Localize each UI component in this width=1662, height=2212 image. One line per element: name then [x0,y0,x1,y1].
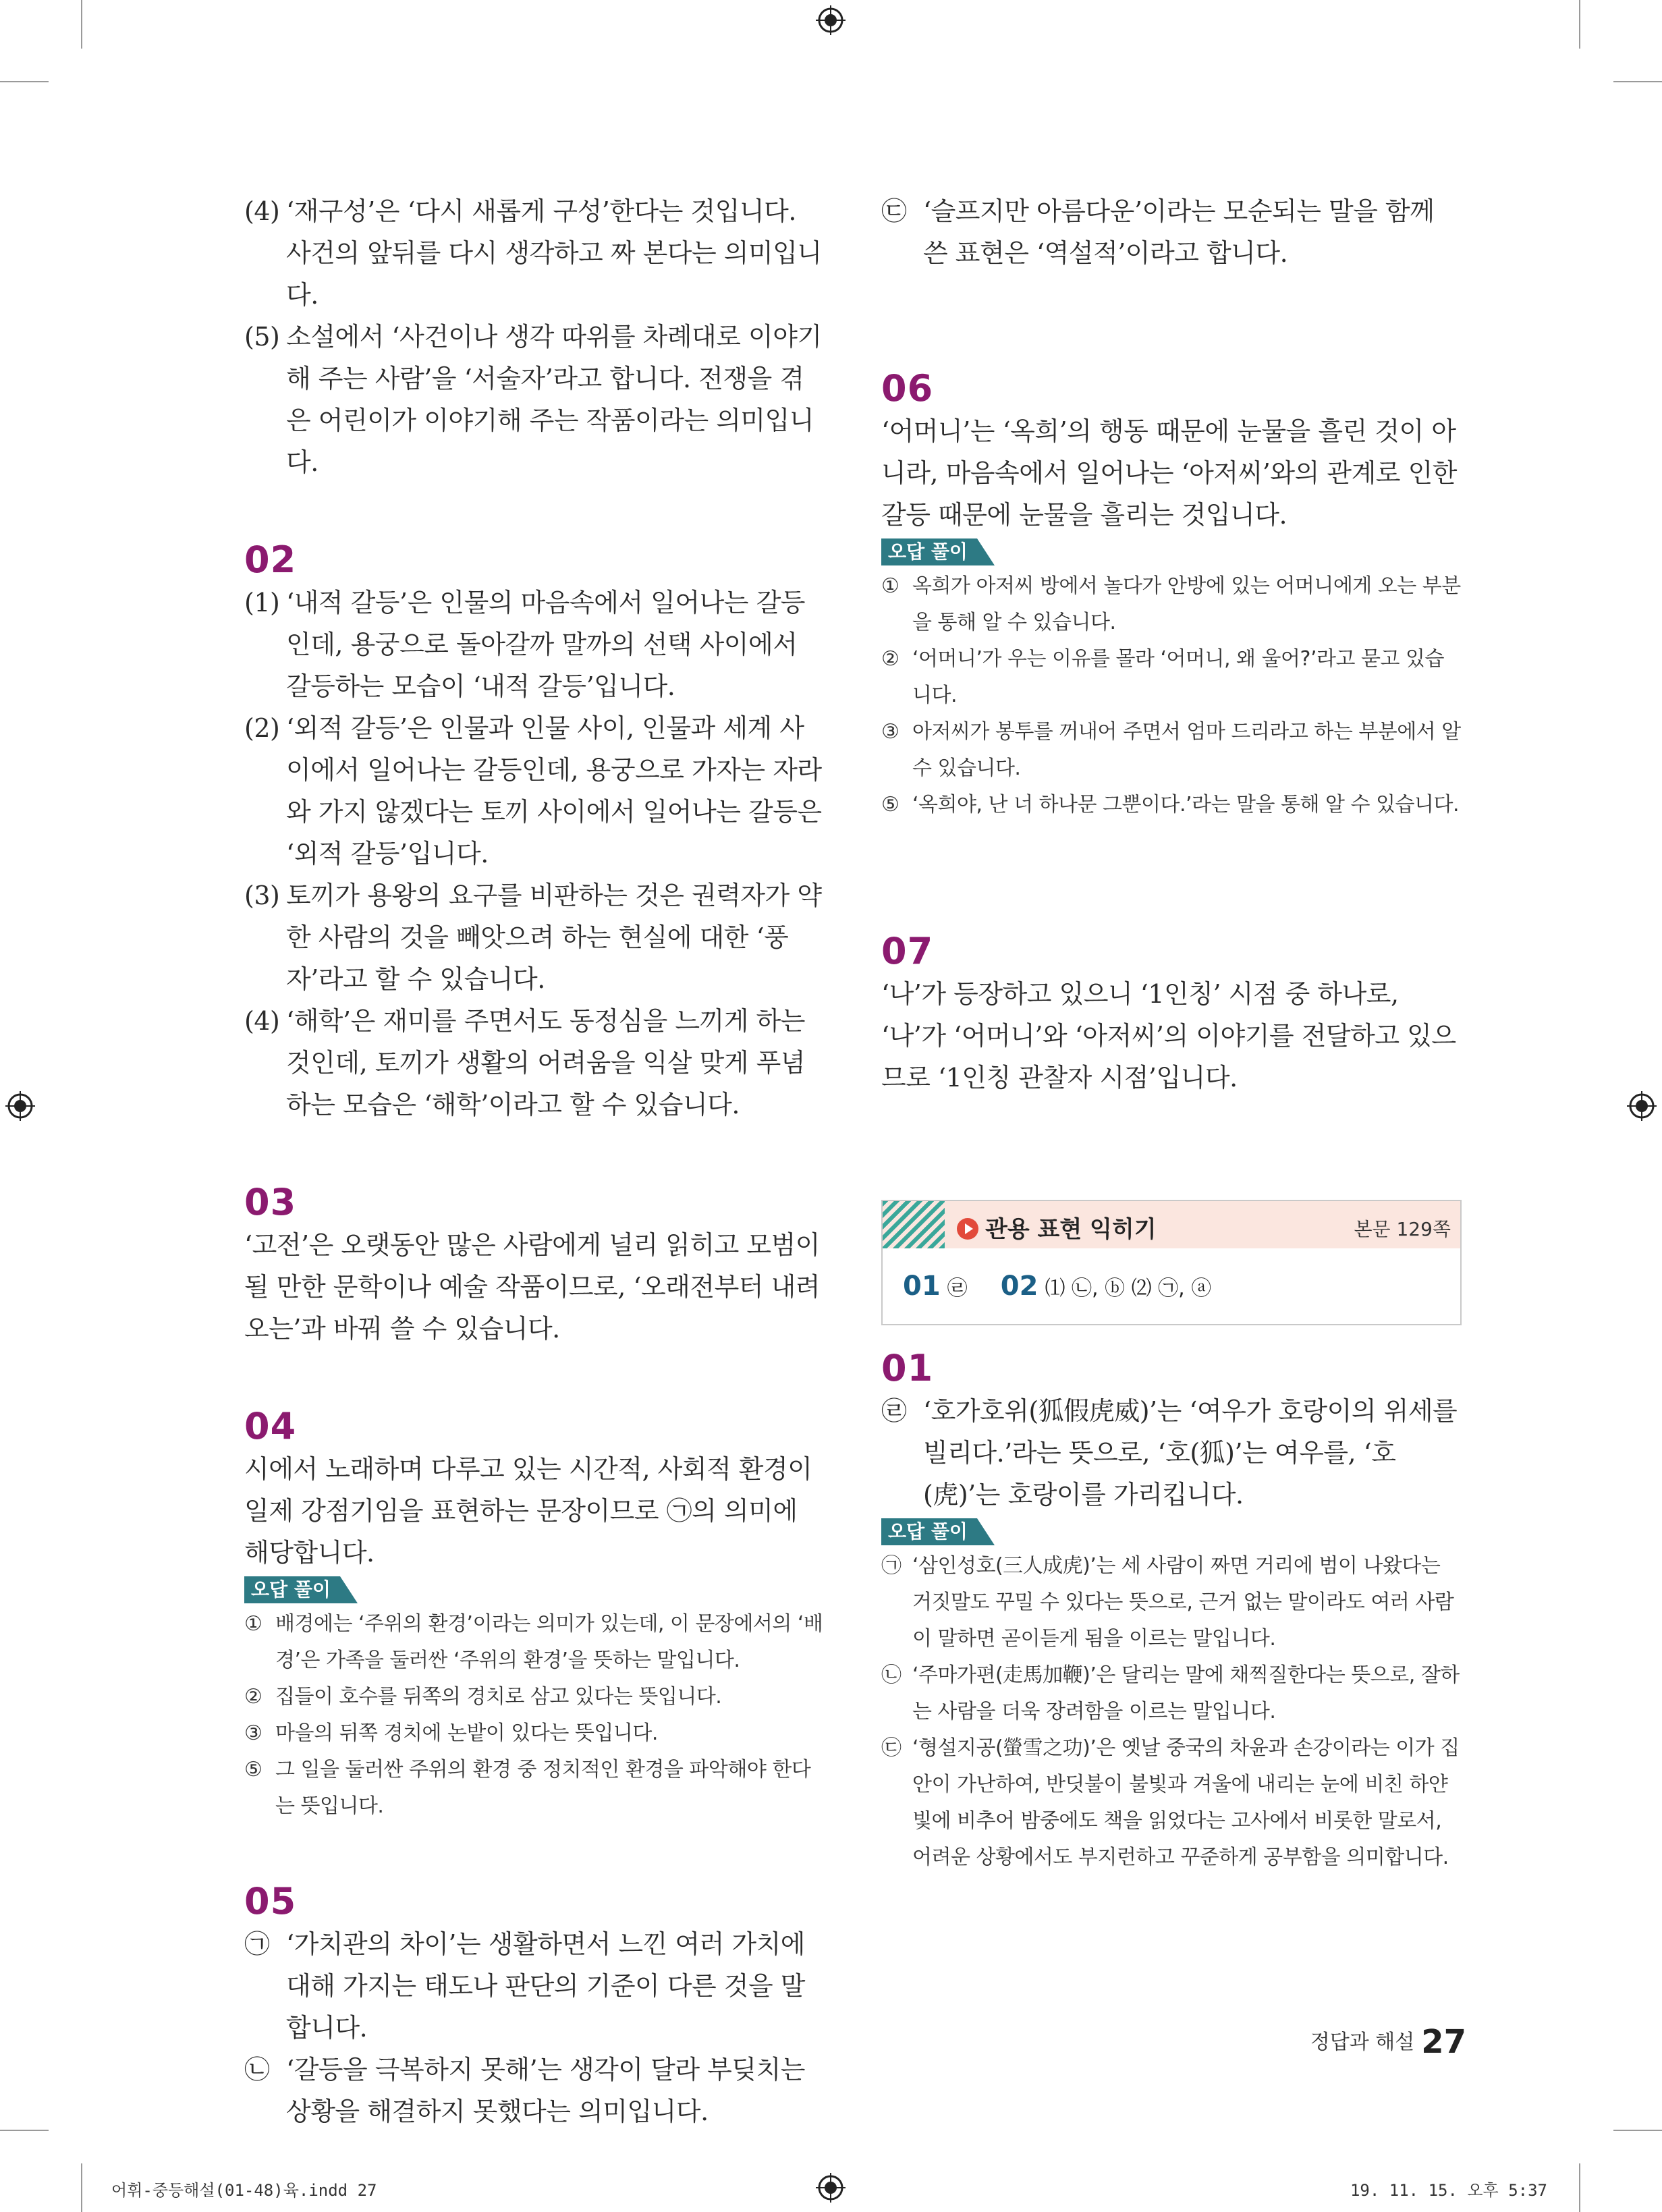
section-number: 07 [881,930,934,972]
stripe-decoration [883,1201,945,1248]
crop-mark [0,81,49,82]
section-number: 01 [881,1347,934,1389]
answer-item: (4) ‘해학’은 재미를 주면서도 동정심을 느끼게 하는 것인데, 토끼가 생활의 어려움을 익살 맞게 푸념하는 모습은 ‘해학’이라고 할 수 있습니다. [244,1006,806,1119]
section-06 [881,368,1462,823]
crop-mark [1579,0,1580,49]
explanation-item: ㉠ ‘삼인성호(三人成虎)’는 세 사람이 짜면 거리에 범이 나왔다는 거짓말도 꾸밀 수 있다는 뜻으로, 근거 없는 말이라도 여러 사람이 말하면 곧이듣게 됨을 이르는 말입니다. [881,1554,1454,1651]
answer-text: ‘어머니’는 ‘옥희’의 행동 때문에 눈물을 흘린 것이 아니라, 마음속에서 일어나는 ‘아저씨’와의 관계로 인한 갈등 때문에 눈물을 흘리는 것입니다. [881,416,1458,530]
explanation-item: ㉢ ‘형설지공(螢雪之功)’은 옛날 중국의 차윤과 손강이라는 이가 집안이 가난하여, 반딧불이 불빛과 겨울에 내리는 눈에 비친 하얀 빛에 비추어 밤중에도 책을 읽었다는 고사에서 비롯한 말로서, 어려운 상황에서도 부지런하고 꾸준하게 공부함을 의미합니다. [881,1736,1460,1869]
wrong-answer-badge: 오답 풀이 [881,1518,977,1545]
registration-mark-icon [1627,1091,1657,1121]
answer-item: ㉠ ‘가치관의 차이’는 생활하면서 느낀 여러 가치에 대해 가지는 태도나 판단의 기준이 다른 것을 말합니다. [244,1929,806,2043]
section-number: 04 [244,1405,297,1447]
idiom-practice-header [883,1201,1460,1248]
explanation-item: ⑤ ‘옥희야, 난 너 하나문 그뿐이다.’라는 말을 통해 알 수 있습니다. [881,793,1460,817]
textbook-page-ref: 본문 129쪽 [1354,1218,1451,1240]
explanation-item: ③ 마을의 뒤쪽 경치에 논밭이 있다는 뜻입니다. [244,1721,658,1745]
wrong-answer-badge: 오답 풀이 [244,1576,340,1603]
answer-number: 02 [1000,1271,1038,1302]
answer-text: ‘고전’은 오랫동안 많은 사람에게 널리 읽히고 모범이 될 만한 문학이나 예술 작품이므로, ‘오래전부터 내려오는’과 바꿔 쓸 수 있습니다. [244,1230,821,1344]
answer-item: (2) ‘외적 갈등’은 인물과 인물 사이, 인물과 세계 사이에서 일어나는 갈등인데, 용궁으로 가자는 자라와 가지 않겠다는 토끼 사이에서 일어나는 갈등은 ‘외적 갈등’입니다. [244,713,822,868]
wrong-answer-badge: 오답 풀이 [881,538,977,565]
answer-item: (1) ‘내적 갈등’은 인물의 마음속에서 일어나는 갈등인데, 용궁으로 돌아갈까 말까의 선택 사이에서 갈등하는 모습이 ‘내적 갈등’입니다. [244,588,806,701]
section-05 [244,1881,825,2132]
print-timestamp: 19. 11. 15. 오후 5:37 [1350,2181,1547,2200]
crop-mark [1613,81,1662,82]
answer-item: ㉣ ‘호가호위(狐假虎威)’는 ‘여우가 호랑이의 위세를 빌리다.’라는 뜻으로, ‘호(狐)’는 여우를, ‘호(虎)’는 호랑이를 가리킵니다. [881,1396,1458,1510]
answer-item: (5) 소설에서 ‘사건이나 생각 따위를 차례대로 이야기해 주는 사람’을 ‘서술자’라고 합니다. 전쟁을 겪은 어린이가 이야기해 주는 작품이라는 의미입니다. [244,322,822,477]
section-04 [244,1406,825,1825]
answer-item: (4) ‘재구성’은 ‘다시 새롭게 구성’한다는 것입니다. 사건의 앞뒤를 다시 생각하고 짜 본다는 의미입니다. [244,196,822,310]
right-column [881,190,1462,1876]
crop-mark [81,0,82,49]
idiom-practice-title: 관용 표현 익히기 [985,1216,1157,1243]
explanation-item: ③ 아저씨가 봉투를 꺼내어 주면서 엄마 드리라고 하는 부분에서 알 수 있습니다. [881,720,1461,780]
crop-mark [0,2130,49,2131]
section-03 [244,1182,825,1350]
section-02 [244,540,825,1126]
explanation-item: ② ‘어머니’가 우는 이유를 몰라 ‘어머니, 왜 울어?’라고 묻고 있습니다. [881,647,1444,707]
answer-value: ⑴ ㉡, ⓑ ⑵ ㉠, ⓐ [1045,1277,1212,1300]
section-01 [881,1348,1462,1876]
explanation-item: ⑤ 그 일을 둘러싼 주위의 환경 중 정치적인 환경을 파악해야 한다는 뜻입니다. [244,1758,811,1818]
section-number: 02 [244,538,297,581]
answer-item: (3) 토끼가 용왕의 요구를 비판하는 것은 권력자가 약한 사람의 것을 빼앗으려 하는 현실에 대한 ‘풍자’라고 할 수 있습니다. [244,881,822,994]
section-number: 06 [881,367,934,410]
answer-number: 01 [903,1271,941,1302]
left-column [244,190,825,2132]
explanation-item: ① 옥희가 아저씨 방에서 놀다가 안방에 있는 어머니에게 오는 부분을 통해 알 수 있습니다. [881,574,1461,634]
registration-mark-icon [5,1091,35,1121]
print-file-slug: 어휘-중등해설(01-48)육.indd 27 [111,2181,377,2200]
answer-item: ㉡ ‘갈등을 극복하지 못해’는 생각이 달라 부딪치는 상황을 해결하지 못했다는 의미입니다. [244,2055,806,2126]
footer-label: 정답과 해설 [1310,2030,1415,2054]
answer-item: ㉢ ‘슬프지만 아름다운’이라는 모순되는 말을 함께 쓴 표현은 ‘역설적’이라고 합니다. [881,196,1435,268]
crop-mark [1579,2163,1580,2212]
crop-mark [1613,2130,1662,2131]
registration-mark-icon [816,5,846,35]
registration-mark-icon [816,2173,846,2203]
page-number: 27 [1421,2023,1466,2061]
section-07 [881,931,1462,1099]
idiom-answers [883,1248,1460,1324]
intro-section [244,190,825,483]
idiom-practice-box [881,1200,1462,1325]
answer-value: ㉣ [947,1277,968,1300]
answer-text: ‘나’가 등장하고 있으니 ‘1인칭’ 시점 중 하나로, ‘나’가 ‘어머니’와 ‘아저씨’의 이야기를 전달하고 있으므로 ‘1인칭 관찰자 시점’입니다. [881,979,1456,1093]
section-number: 03 [244,1181,297,1223]
explanation-item: ① 배경에는 ‘주위의 환경’이라는 의미가 있는데, 이 문장에서의 ‘배경’은 가족을 둘러싼 ‘주위의 환경’을 뜻하는 말입니다. [244,1612,823,1672]
section-number: 05 [244,1880,297,1923]
play-icon [957,1218,978,1240]
crop-mark [81,2163,82,2212]
intro-section [881,190,1462,274]
page-footer [1310,2023,1466,2061]
explanation-item: ㉡ ‘주마가편(走馬加鞭)’은 달리는 말에 채찍질한다는 뜻으로, 잘하는 사람을 더욱 장려함을 이르는 말입니다. [881,1663,1460,1723]
answer-text: 시에서 노래하며 다루고 있는 시간적, 사회적 환경이 일제 강점기임을 표현하는 문장이므로 ㉠의 의미에 해당합니다. [244,1454,812,1568]
explanation-item: ② 집들이 호수를 뒤쪽의 경치로 삼고 있다는 뜻입니다. [244,1685,722,1709]
